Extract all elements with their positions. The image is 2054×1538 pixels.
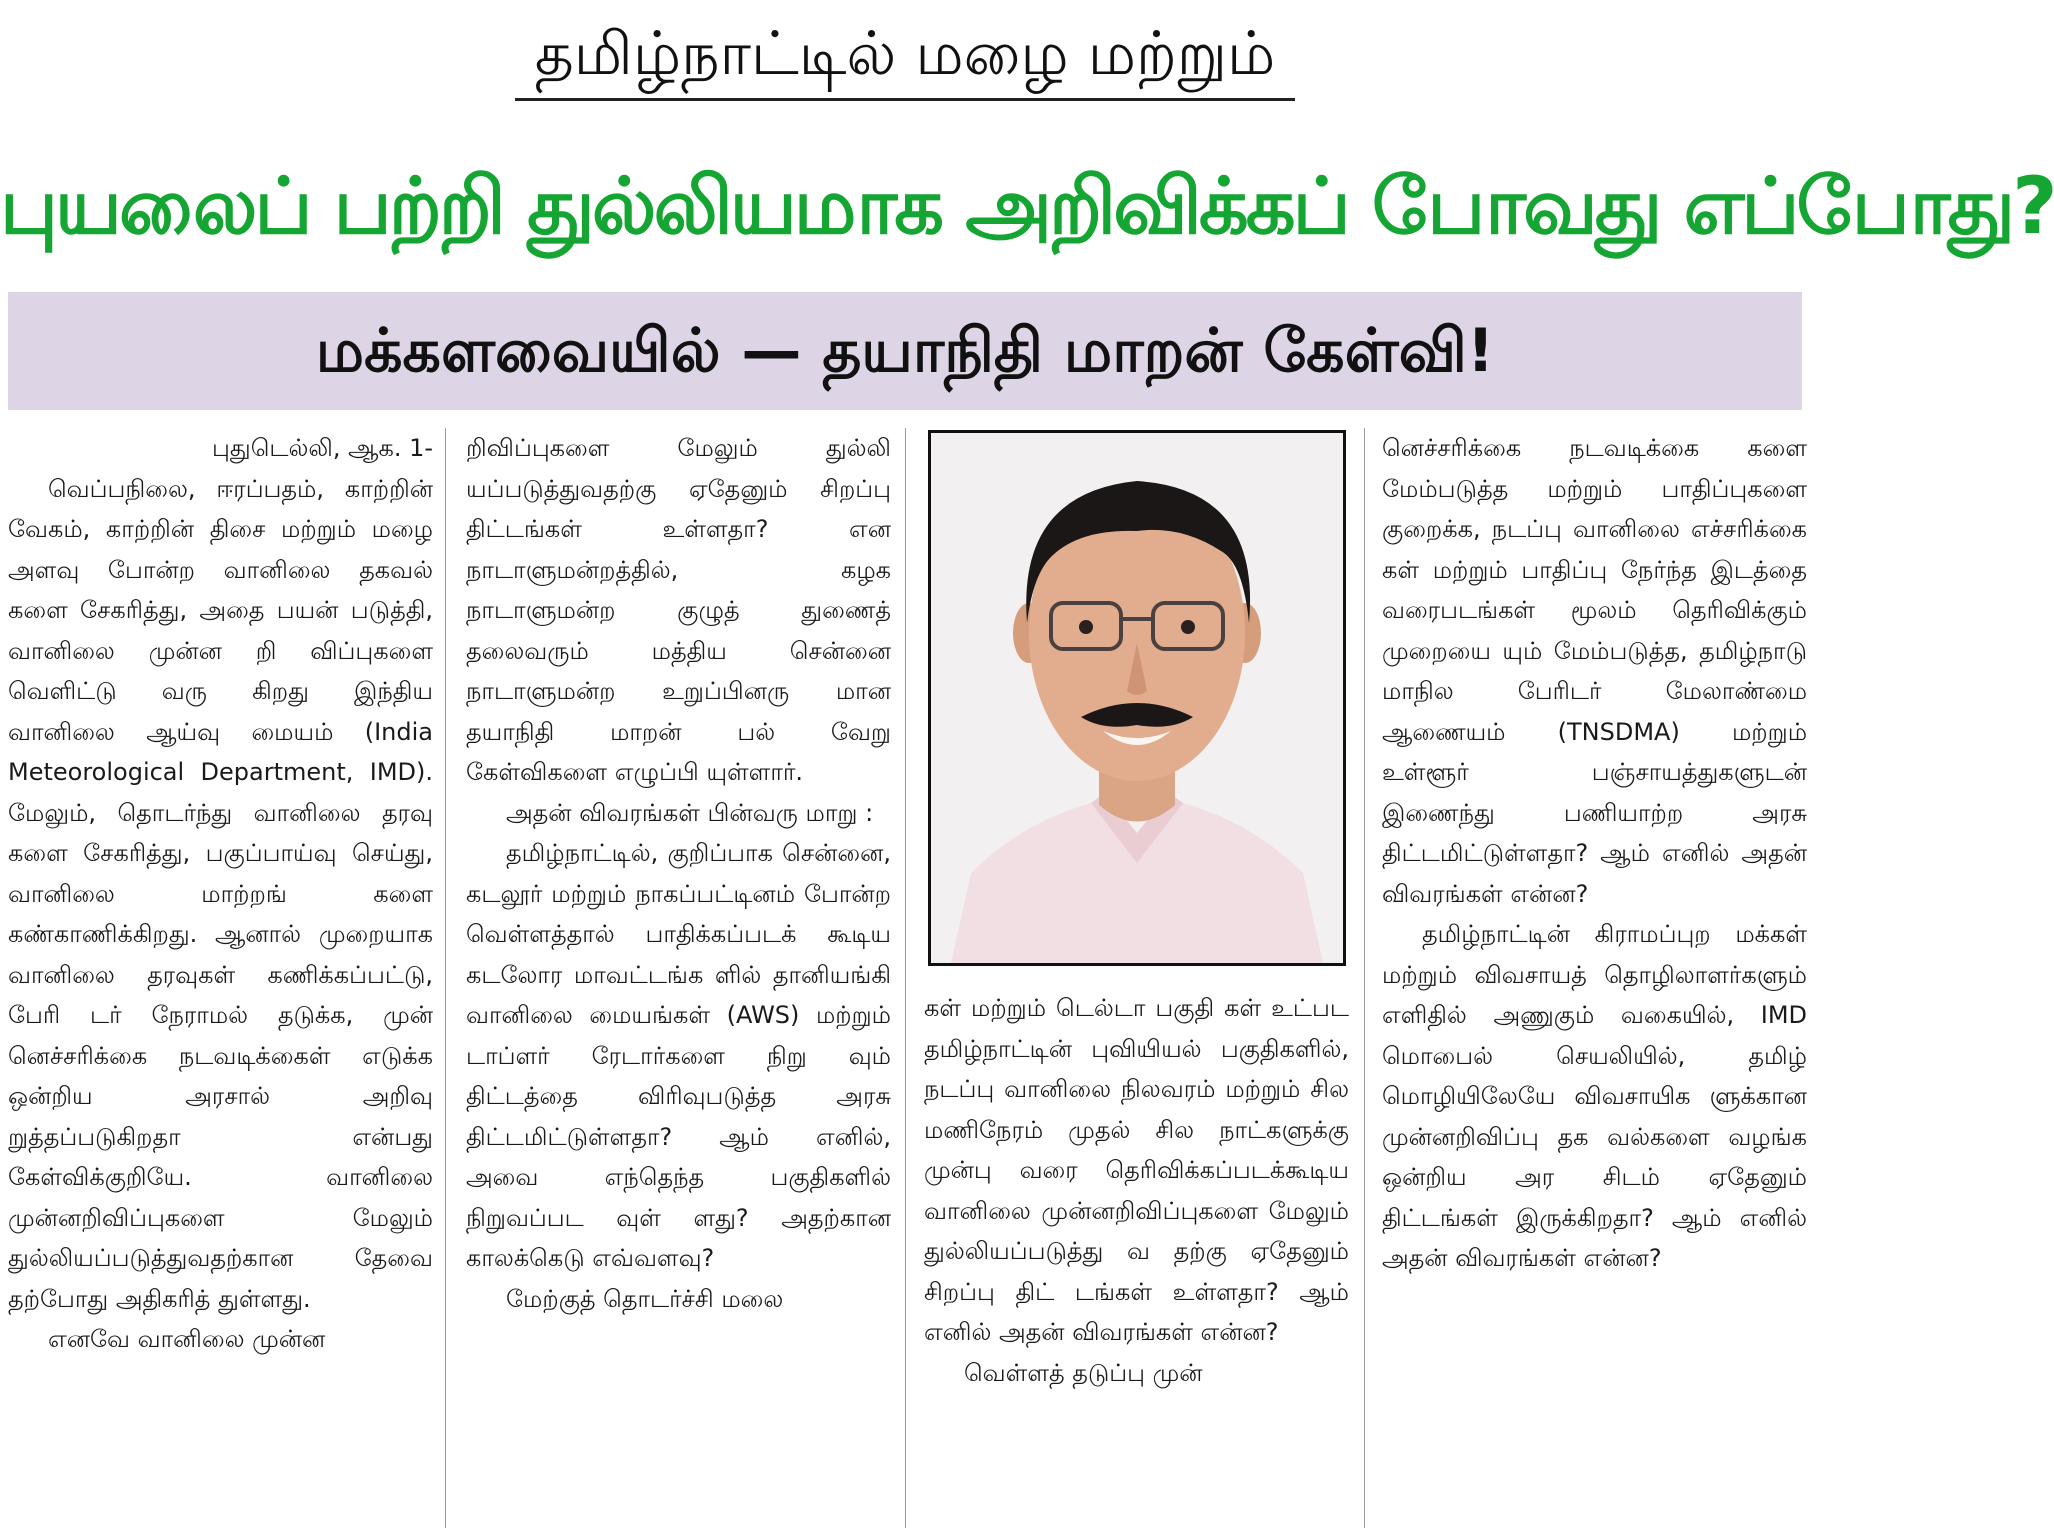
paragraph: தமிழ்நாட்டின் கிராமப்புற மக்கள் மற்றும் விவசாயத் தொழிலாளர்களும் எளிதில் அணுகும் வகையில், IMD மொபைல் செயலியில், தமிழ் மொழியிலேயே விவசாயிக ளுக்கான முன்னறிவிப்பு தக வல்களை வழங்க ஒன்றிய அர சிடம் ஏதேனும் திட்டங்கள் இருக்கிறதா? ஆம் எனில் அதன் விவரங்கள் என்ன? <box>1382 920 1807 1272</box>
headline: புயலைப் பற்றி துல்லியமாக அறிவிக்கப் போவது எப்போது? <box>0 162 2054 252</box>
paragraph: வெப்பநிலை, ஈரப்பதம், காற்றின் வேகம், காற்றின் திசை மற்றும் மழை அளவு போன்ற வானிலை தகவல் களை சேகரித்து, அதை பயன் படுத்தி, வானிலை முன்ன றி விப்புகளை வெளிட்டு வரு கிறது இந்திய வானிலை ஆய்வு மையம் (India Meteorological Department, IMD). மேலும், தொடர்ந்து வானிலை தரவு களை சேகரித்து, பகுப்பாய்வு செய்து, வானிலை மாற்றங் களை கண்காணிக்கிறது. ஆனால் முறையாக வானிலை தரவுகள் கணிக்கப்பட்டு, பேரி டர் நேராமல் தடுக்க, முன் னெச்சரிக்கை நடவடிக்கைள் எடுக்க ஒன்றிய அரசால் அறிவு றுத்தப்படுகிறதா என்பது கேள்விக்குறியே. வானிலை முன்னறிவிப்புகளை மேலும் துல்லியப்படுத்துவதற்கான தேவை தற்போது அதிகரித் துள்ளது. <box>8 474 433 1313</box>
paragraph: அதன் விவரங்கள் பின்வரு மாறு : <box>506 798 874 827</box>
paragraph: னெச்சரிக்கை நடவடிக்கை களை மேம்படுத்த மற்றும் பாதிப்புகளை குறைக்க, நடப்பு வானிலை எச்சரிக்கை கள் மற்றும் பாதிப்பு நேர்ந்த இடத்தை வரைபடங்கள் மூலம் தெரிவிக்கும் முறையை யும் மேம்படுத்த, தமிழ்நாடு மாநில பேரிடர் மேலாண்மை ஆணையம் (TNSDMA) மற்றும் உள்ளூர் பஞ்சாயத்துகளுடன் இணைந்து பணியாற்ற அரசு திட்டமிட்டுள்ளதா? ஆம் எனில் அதன் விவரங்கள் என்ன? <box>1382 434 1807 908</box>
subheadline: மக்களவையில் — தயாநிதி மாறன் கேள்வி! <box>315 316 1495 386</box>
portrait-photo-icon <box>931 433 1343 963</box>
dateline: புதுடெல்லி, ஆக. 1- <box>212 434 433 462</box>
article-column-3 <box>924 988 1349 1393</box>
article-column-2 <box>466 428 891 1319</box>
paragraph: வெள்ளத் தடுப்பு முன் <box>964 1358 1203 1387</box>
article-column-4 <box>1382 428 1807 1279</box>
article-column-1 <box>8 428 433 1360</box>
paragraph: மேற்குத் தொடர்ச்சி மலை <box>506 1284 784 1313</box>
kicker-text: தமிழ்நாட்டில் மழை மற்றும் <box>515 14 1296 101</box>
paragraph: எனவே வானிலை முன்ன <box>48 1325 326 1353</box>
portrait-photo <box>928 430 1346 966</box>
subheadline-band <box>8 292 1802 410</box>
paragraph: றிவிப்புகளை மேலும் துல்லி யப்படுத்துவதற்கு ஏதேனும் சிறப்பு திட்டங்கள் உள்ளதா? என நாடாளுமன்றத்தில், கழக நாடாளுமன்ற குழுத் துணைத் தலைவரும் மத்திய சென்னை நாடாளுமன்ற உறுப்பினரு மான தயாநிதி மாறன் பல் வேறு கேள்விகளை எழுப்பி யுள்ளார். <box>466 434 891 786</box>
column-divider <box>445 428 446 1528</box>
column-divider <box>1364 428 1365 1528</box>
paragraph: கள் மற்றும் டெல்டா பகுதி கள் உட்பட தமிழ்நாட்டின் புவியியல் பகுதிகளில், நடப்பு வானிலை நிலவரம் மற்றும் சில மணிநேரம் முதல் சில நாட்களுக்கு முன்பு வரை தெரிவிக்கப்படக்கூடிய வானிலை முன்னறிவிப்புகளை மேலும் துல்லியப்படுத்து வ தற்கு ஏதேனும் சிறப்பு திட் டங்கள் உள்ளதா? ஆம் எனில் அதன் விவரங்கள் என்ன? <box>924 994 1349 1346</box>
column-divider <box>905 428 906 1528</box>
kicker <box>0 14 1810 101</box>
paragraph: தமிழ்நாட்டில், குறிப்பாக சென்னை, கடலூர் மற்றும் நாகப்பட்டினம் போன்ற வெள்ளத்தால் பாதிக்கப்படக் கூடிய கடலோர மாவட்டங்க ளில் தானியங்கி வானிலை மையங்கள் (AWS) மற்றும் டாப்ளர் ரேடார்களை நிறு வும் திட்டத்தை விரிவுபடுத்த அரசு திட்டமிட்டுள்ளதா? ஆம் எனில், அவை எந்தெந்த பகுதிகளில் நிறுவப்பட வுள் ளது? அதற்கான காலக்கெடு எவ்வளவு? <box>466 839 891 1272</box>
